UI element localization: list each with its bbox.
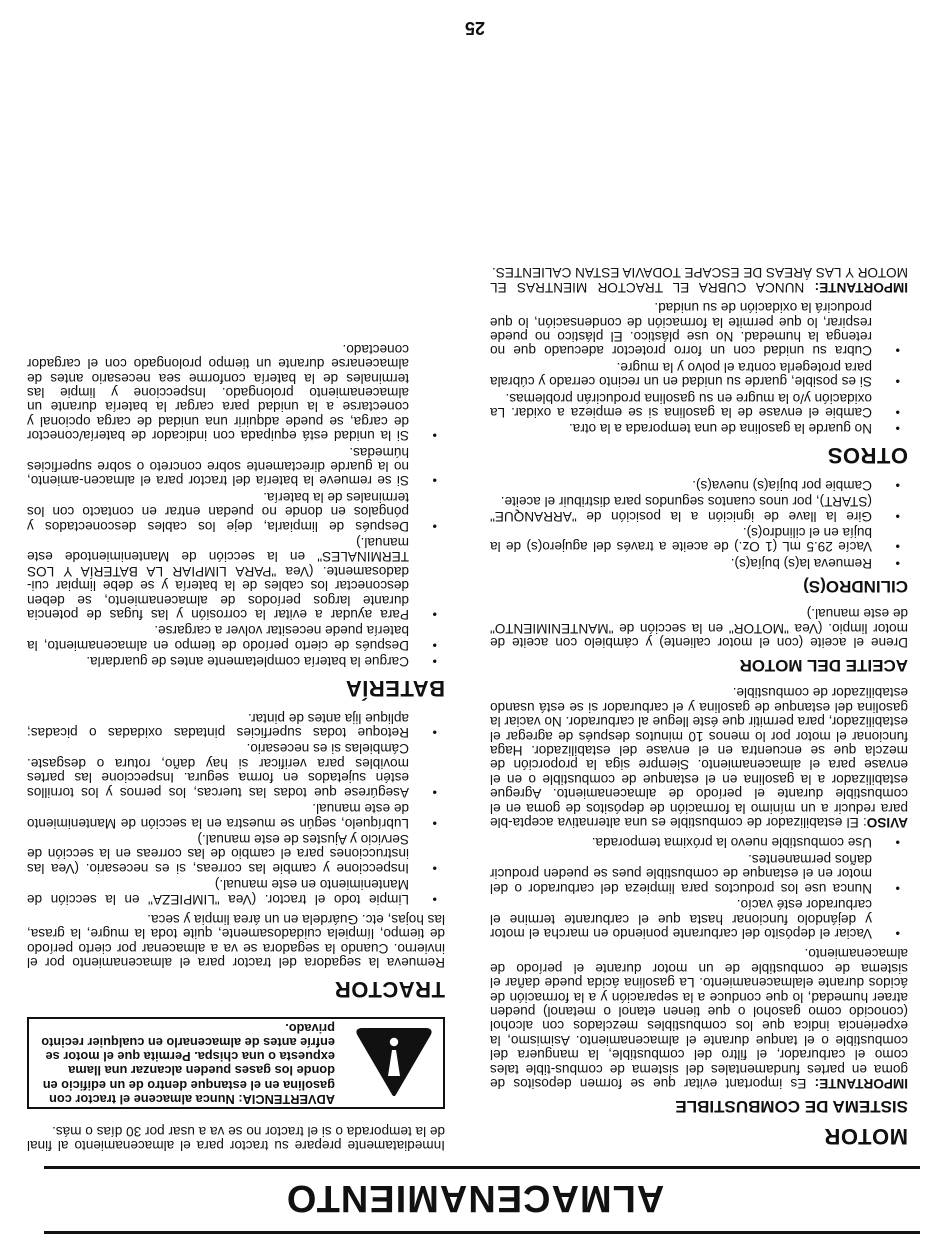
battery-heading: BATERÍA <box>345 676 445 702</box>
list-item: • Después de limpiarla, deje los cables desconectados y póngalos en donde no puedan entrar en contacto con los terminales de la batería. <box>27 489 445 532</box>
list-item: • No guarde la gasolina de una temporada a la otra. <box>490 421 908 435</box>
list-item: • Vacíe 29.5 mL (1 Oz.) de aceite a través del agujero(s) de la bujía en el cilindro(s). <box>490 525 908 554</box>
aviso-text: : El estabilizador de combustible es una alternativa acepta-ble para reducir a un mínimo la formación de depósitos de goma en el combustible durante el período de almacenamiento. Agregue estabilizador a la gasolina en el estanque de combustible o en el envase para el almacenamiento. Siempre siga la proporción de mezcla que se encuentra en el envase del estabilizador. Haga funcionar el motor por lo menos 10 minutos después de agregar el estabilizador, para permitir que éste llegue al carburador. No vaciar la gasolina del estanque de gasolina y el carburador si se está usando estabilizador de combustible. <box>490 685 908 831</box>
motor-heading: MOTOR <box>824 1124 908 1149</box>
engine-oil-heading: ACEITE DEL MOTOR <box>739 656 908 676</box>
left-column <box>490 265 908 1152</box>
fuel-bullet-list <box>490 835 908 940</box>
list-item: • Limpie todo el tractor. (Vea "LIMPIEZA" en la sección de Mantenimiento en este manual.) <box>27 877 445 906</box>
list-item: • Lubríquelo, según se muestra en la sección de Mantenimiento de este manual. <box>27 801 445 830</box>
cylinders-bullet-list <box>490 477 908 569</box>
list-item: • Use combustible nuevo la próxima temporada. <box>490 835 908 849</box>
warning-box <box>27 1017 445 1109</box>
list-item: • Vaciar el depósito del carburante poniendo en marcha el motor y dejándolo funcionar hasta que el carburante termine el carburador esté vacío. <box>490 897 908 940</box>
intro-paragraph: Inmediatamente prepare su tractor para el almacenamiento al final de la temporada o si el tractor no se va a usar por 30 días o más. <box>27 1123 445 1153</box>
page-title: ALMACENAMIENTO <box>285 1177 665 1219</box>
others-heading: OTROS <box>827 443 908 469</box>
important-label: IMPORTANTE: <box>814 1076 908 1091</box>
fuel-important-paragraph <box>490 946 908 1090</box>
list-item: • Si la unidad está equipada con indicador de batería/conector de carga, se puede adquirir una unidad de carga opcional y conectarse a la unidad para cargar la batería durante un almacenamiento prolongado. Inspeccione y limpie las terminales de la batería conforme sea necesario antes de almacenarse durante un tiempo prolongado con el cargador conectado. <box>27 341 445 442</box>
warning-body: Nunca almacene el tractor con gasolina en el estanque dentro de un edificio en donde los gases pueden alcanzar una llama expuesta o una chispa. Permita que el motor se enfríe antes de almacenarlo en cualquier recinto privado. <box>41 1020 335 1107</box>
list-item: • Cambie el envase de la gasolina si se empieza a oxidar. La oxidación y/o la mugre en su gasolina producirán problemas. <box>490 390 908 419</box>
list-item: • Retoque todas superficies pintadas oxidadas o picadas; aplique lija antes de pintar. <box>27 710 445 739</box>
list-item: • Después de cierto período de tiempo en almacenamiento, la batería puede necesitar volver a cargarse. <box>27 623 445 652</box>
warning-triangle-icon <box>355 1028 433 1098</box>
right-column <box>27 337 445 1152</box>
list-item: • Nunca use los productos para limpieza del carburador o del motor en el estanque de combustible pues se pueden producir daños permanentes. <box>490 852 908 895</box>
others-bullet-list <box>490 300 908 436</box>
fuel-important-text: Es important evitar que se formen depositos de goma en partes fundamentales del sistema de combus-tible tales como el carburador, el filtro del combustible, la manguera del combustible o el tanque durante el almacenamiento. Asimismo, la experiencia indica que los combustibles mezclados con alcohol (conocido como gasohol o que tienen etanol o metanol) pueden atraer humedad, lo que conduce a la separación y a la formación de ácidos durante elalmacenamiento. La gasolina ácida puede dañar el sistema de combustible de un motor durante el período de almacenamiento. <box>490 946 908 1091</box>
tractor-paragraph: Remueva la segadora del tractor para el almacenamiento por el invierno. Cuando la segadora se va a almacenar por cierto período de tiempo, límpiela cuidadosamente, quite toda la mugre, la grasa, las hojas, etc. Guárdela en un área limpia y seca. <box>27 911 445 971</box>
list-item: • Para ayudar a evitar la corrosión y las fugas de potencia durante largos períodos de almacenamiento, se deben desconectar los cables de la batería y se debe limpiar cui-dadosamente. (Vea "PARA LIMPIAR LA BATERÍA Y LOS TERMINALES" en la sección de Mantenimientode este manual.) <box>27 535 445 621</box>
cylinders-heading: CILINDRO(S) <box>803 576 908 596</box>
battery-bullet-list <box>27 341 445 668</box>
list-item: • Gire la llave de ignición a la posición de "ARRANQUE" (START), por unos cuantos segundos para distribuir el aceite. <box>490 494 908 523</box>
others-important-text: NUNCA CUBRA EL TRACTOR MIENTRAS EL MOTOR Y LAS ÁREAS DE ESCAPE TODAVIA ESTAN CALIENTES. <box>490 265 908 295</box>
tractor-bullet-list <box>27 710 445 905</box>
title-rule-bottom <box>44 1166 920 1169</box>
title-rule-top <box>44 1231 920 1234</box>
page-number: 25 <box>464 18 486 38</box>
warning-text <box>39 1021 355 1106</box>
list-item: • Si se remueve la batería del tractor para el almacen-amiento, no la guarde directamente sobre concreto o sobre superficies húmedas. <box>27 444 445 487</box>
engine-oil-text: Drene el aceite (con el motor caliente) y cámbielo con aceite de motor limpio. (Vea "MOTOR" en la sección de "MANTENIMIENTO" de este manual.) <box>490 606 908 651</box>
list-item: • Remueva la(s) bujía(s). <box>490 555 908 569</box>
others-important-paragraph <box>490 265 908 294</box>
list-item: • Cargue la batería completamente antes de guardarla. <box>27 654 445 668</box>
list-item: • Inspeccione y cambie las correas, si es necesario. (Vea las instrucciones para el cambio de las correas en la sección de Servicio y Ajustes de este manual.) <box>27 832 445 875</box>
important-label: IMPORTANTE: <box>814 279 908 295</box>
fuel-system-heading: SISTEMA DE COMBUSTIBLE <box>675 1097 908 1116</box>
aviso-paragraph <box>490 685 908 829</box>
tractor-heading: TRACTOR <box>334 977 445 1003</box>
aviso-label: AVISO <box>866 815 908 831</box>
list-item: • Cubra su unidad con un forro protector adecuado que no retenga la humedad. No use plástico. El plástico no puede respirar, lo que permite la formación de condensación, lo que producirá la oxidación de su unidad. <box>490 300 908 358</box>
list-item: • Asegúrese que todas las tuercas, los pernos y los tornillos estén sujetados en forma segura. Inspeccione las partes movibles para verificar si hay daño, rotura o desgaste. Cámbielas si es necesario. <box>27 741 445 799</box>
warning-label: ADVERTENCIA: <box>238 1091 335 1107</box>
list-item: • Cambie por bujía(s) nueva(s). <box>490 477 908 491</box>
list-item: • Si es posible, guarde su unidad en un recinto cerrado y cúbrala para protegerla contra el polvo y la mugre. <box>490 359 908 388</box>
